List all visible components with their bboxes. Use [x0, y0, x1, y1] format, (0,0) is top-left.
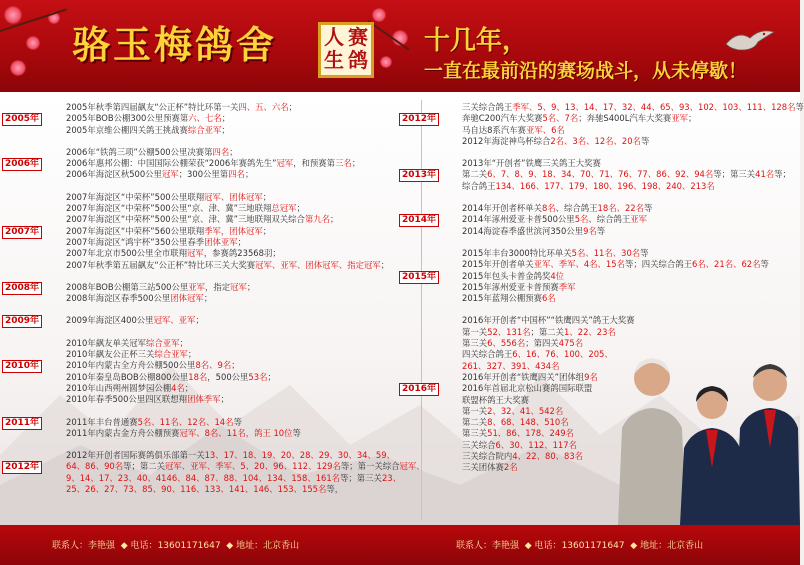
year-label: 2014年 [399, 214, 439, 227]
seal-char: 生 [324, 48, 344, 72]
record-text: 等 [760, 259, 769, 270]
highlight-result: 64、86、90名 [66, 461, 124, 472]
highlight-result: 总冠军 [271, 203, 297, 214]
highlight-result: 季军、5、9、13、14、17、32、44、65、93、102、103、111、128名 [512, 102, 796, 112]
record-line [424, 259, 784, 270]
highlight-result: 6、16、76、100、205、 [512, 349, 613, 360]
record-line [28, 473, 410, 484]
year-label: 2012年 [2, 461, 42, 474]
record-text: 等 [233, 416, 242, 427]
record-text: 2007年海淀区“鸿宇杯”350公里春季 [66, 236, 205, 247]
highlight-result: 5名、11名、12名、14名 [137, 416, 234, 427]
record-text: ； [237, 236, 246, 247]
record-line [28, 113, 410, 124]
record-text: ；奔驰S400L汽车大奖赛 [578, 113, 672, 124]
year-section [5, 315, 410, 327]
year-label: 2013年 [399, 169, 439, 182]
highlight-result: 9名 [583, 225, 597, 236]
record-text: ； [262, 225, 272, 236]
record-text: 2010年飙友公正杯三关 [66, 349, 155, 360]
record-text: ，500公里 [207, 371, 249, 382]
record-text: 四关综合鸽王 [462, 349, 513, 360]
record-text: 2007年海淀区“中荣杯”500公里“京、津、冀”三地联翔双关综合 [66, 214, 305, 225]
year-section [402, 203, 784, 237]
record-line [424, 226, 784, 237]
record-line [28, 203, 410, 214]
record-text: 2016年开创者“中国杯”“铁鹰四关”鸽王大奖赛 [462, 315, 635, 326]
highlight-result: 亚军 [630, 214, 648, 225]
highlight-result: 综合亚军 [187, 124, 222, 135]
record-text: 2015年涿州爱亚卡普预赛 [462, 281, 559, 292]
record-text: 等； [774, 169, 791, 180]
record-line [424, 282, 784, 293]
record-text: ； [296, 203, 305, 214]
highlight-result: 475名 [558, 338, 584, 349]
highlight-result: 冠军 [161, 169, 179, 180]
record-line [28, 372, 410, 383]
record-text: ； [187, 349, 197, 360]
record-text: 2009年海淀区400公里 [66, 315, 154, 326]
year-section [5, 416, 410, 440]
record-text: 等 [596, 225, 606, 236]
plum-blossom-icon [372, 8, 386, 22]
record-text: 2011年内蒙古金方舟公棚预赛 [66, 427, 180, 438]
record-text: 等， [326, 484, 344, 495]
section-gap [28, 136, 410, 147]
record-line [28, 237, 410, 248]
record-text: ； [184, 382, 194, 393]
record-text: 2014海淀春季盛世滨河350公里 [462, 225, 584, 236]
record-text: 2006年海淀区秋500公里 [66, 169, 162, 180]
highlight-result: 9名 [584, 371, 598, 382]
highlight-result: 四名 [228, 169, 245, 180]
plum-blossom-icon [380, 56, 392, 68]
record-line [28, 282, 410, 293]
highlight-result: 5名、7名 [542, 113, 579, 124]
record-text: ，参赛鸽23568羽； [203, 248, 281, 259]
highlight-result: 综合亚军 [154, 349, 188, 360]
pigeon-icon [724, 26, 776, 56]
record-line [424, 181, 784, 192]
record-text: ，和预赛第 [293, 158, 336, 169]
record-text: 2007年海淀区“中荣杯”560公里联翔 [66, 225, 205, 236]
brand-title: 骆玉梅鸽舍 [72, 22, 278, 67]
year-section [402, 247, 784, 304]
record-text: 2010年山西朔州圆梦园公棚 [66, 382, 172, 393]
contact-name: 李艳强 [88, 541, 116, 551]
year-label: 2006年 [2, 158, 42, 171]
highlight-result: 6名 [541, 293, 556, 304]
record-text: 2016年首届北京松山赛鸽国际联盟 [462, 383, 593, 394]
record-line [28, 226, 410, 237]
highlight-result: 亚军 [671, 113, 688, 124]
year-label: 2007年 [2, 226, 42, 239]
record-text: ； [203, 293, 213, 304]
record-line [424, 169, 791, 180]
record-text: 马自达8系汽车赛 [462, 124, 526, 135]
record-text: 等；四关综合鸽王 [624, 259, 692, 270]
record-text: 2010年春季500公里四区联想翔 [66, 394, 188, 405]
record-line [424, 113, 784, 124]
record-line [424, 214, 784, 225]
record-text: 2010年内蒙古全方舟公棚500公里 [66, 360, 196, 371]
address-label: 地址： [236, 541, 264, 551]
record-text: 2016年开创者“铁鹰四关”团体组 [462, 371, 585, 382]
record-text: ； [330, 214, 339, 225]
record-text: 等；第一关综合 [340, 461, 400, 472]
record-line [28, 428, 410, 439]
record-line [28, 360, 410, 371]
record-text: 2007年北京市500公里全市联翔 [66, 248, 188, 259]
record-text: 第二关 [462, 417, 488, 428]
record-text: ； [229, 146, 238, 157]
year-section [5, 146, 410, 181]
highlight-result: 4名 [171, 382, 185, 393]
record-text: ；300公里第 [178, 169, 229, 180]
highlight-result: 41名 [755, 169, 775, 180]
record-line [28, 248, 410, 259]
highlight-result: 6、7、8、9、18、34、70、71、76、77、86、92、94名 [487, 169, 714, 180]
record-line [424, 125, 784, 136]
year-label: 2016年 [399, 383, 439, 396]
highlight-result: 8名 [541, 203, 556, 214]
record-text: ； [246, 281, 256, 292]
highlight-result: 8名、9名 [195, 360, 232, 371]
record-line [28, 293, 410, 304]
record-text: 第一关 [462, 326, 488, 337]
highlight-result: 53名 [248, 371, 268, 382]
record-text: 三关综合鸽王 [462, 102, 513, 112]
record-text: 三关综合院内 [462, 451, 513, 462]
highlight-result: 18名 [188, 371, 208, 382]
record-line [28, 484, 410, 495]
record-text: 第三关 [462, 338, 488, 349]
record-text: 等 [292, 427, 301, 438]
record-line [424, 136, 784, 147]
record-line [28, 125, 410, 136]
address-text: 北京香山 [263, 541, 300, 551]
year-section [5, 191, 410, 271]
people-photo [610, 318, 800, 525]
section-gap [28, 304, 410, 315]
record-text: 三关团体赛 [462, 462, 504, 473]
record-line [28, 102, 410, 113]
record-text: 2008年BOB公棚第三站500公里 [66, 281, 189, 292]
phone-label: 电话： [130, 541, 158, 551]
record-text: ； [221, 113, 231, 124]
record-text: 2014年开创者杯单关 [462, 203, 542, 214]
highlight-result: 冠军、8名、11名，鸽王 10位 [179, 427, 293, 438]
record-line [28, 158, 410, 169]
record-line [424, 248, 784, 259]
record-text: 2012年开创者国际赛鸽俱乐部第一关 [66, 450, 205, 461]
contact-name: 李艳强 [492, 541, 520, 551]
plum-blossom-icon [26, 36, 40, 50]
record-text: 2013年“开创者”铁鹰三关鸽王大奖赛 [462, 158, 601, 169]
record-line [28, 214, 410, 225]
record-line [28, 450, 410, 461]
year-label: 2012年 [399, 113, 439, 126]
section-gap [424, 192, 784, 203]
record-text: 2011年丰台普通赛 [66, 416, 138, 427]
year-label: 2008年 [2, 282, 42, 295]
record-text: 2005年秋季第四届飙友“公正杯”特比环第一关 [66, 102, 239, 112]
highlight-result: 亚军、6名 [525, 124, 565, 135]
highlight-result: 亚军 [188, 281, 205, 292]
highlight-result: 冠军 [187, 248, 204, 259]
year-label: 2010年 [2, 360, 42, 373]
contact-block-left: 联系人：李艳强 ◆ 电话：13601171647 ◆ 地址：北京香山 [52, 541, 300, 551]
highlight-result: 261、327、391、434名 [462, 360, 560, 371]
section-gap [424, 237, 784, 248]
address-label: 地址： [640, 541, 668, 551]
year-section [5, 102, 410, 136]
highlight-result: 4位 [550, 270, 565, 281]
record-text: 2012年海淀神鸟杯综合 [462, 135, 551, 146]
plum-blossom-icon [4, 6, 22, 24]
highlight-result: 52、131名 [487, 326, 531, 337]
highlight-result: 8、68、148、510名 [487, 417, 569, 428]
year-section [402, 158, 791, 192]
footer-banner [0, 525, 800, 565]
record-line [28, 315, 410, 326]
record-text: 联盟杯鸽王大奖赛 [462, 394, 529, 405]
highlight-result: 13、17、18、19、20、28、29、30、34、59、 [204, 450, 395, 461]
column-divider [421, 100, 422, 520]
highlight-result: 9、14、17、23、40、4146、84、87、88、104、134、158、161名 [66, 472, 341, 483]
section-gap [28, 271, 410, 282]
highlight-result: 团体冠军 [170, 293, 204, 304]
record-text: ； [351, 158, 361, 169]
record-line [424, 158, 784, 169]
record-text: 2005年BOB公棚300公里预赛第 [66, 113, 189, 124]
address-text: 北京香山 [667, 541, 704, 551]
record-text: 2007年海淀区“中荣杯”500公里联翔 [66, 191, 205, 202]
highlight-result: 三名 [335, 158, 352, 169]
record-text: 2006年惠邦公棚：中国国际公棚荣获“2006年赛鸽先生” [66, 158, 277, 169]
year-section [402, 102, 804, 147]
highlight-result: 冠军、亚军、团体冠军、指定冠军 [255, 259, 381, 270]
record-text: 等；第三关 [713, 169, 756, 180]
record-text: ； [221, 124, 230, 135]
highlight-result: 冠军、亚军 [153, 315, 196, 326]
highlight-result: 1、22、23名 [564, 326, 616, 337]
seal-logo [318, 22, 374, 78]
record-line [28, 349, 410, 360]
record-line [28, 192, 410, 203]
record-text: ； [179, 337, 188, 348]
highlight-result: 冠军 [276, 158, 294, 169]
highlight-result: 四、五、六名 [238, 102, 289, 112]
record-text: 2015年丰台3000特比环单关 [462, 247, 572, 258]
phone-label: 电话： [534, 541, 562, 551]
record-text: ； [195, 315, 204, 326]
record-line [28, 394, 410, 405]
record-text: 2015年开创者单关 [462, 259, 534, 270]
section-gap [424, 304, 784, 315]
year-section [5, 337, 410, 406]
highlight-result: 6、556名 [487, 338, 526, 349]
highlight-result: 6名、21名、62名 [691, 259, 761, 270]
highlight-result: 冠军、团体冠军 [204, 191, 263, 202]
record-text: 等 [795, 102, 804, 112]
record-line [424, 203, 784, 214]
highlight-result: 5名、11名、30名 [571, 247, 641, 258]
record-text: 2010年飙友单关冠军 [66, 337, 146, 348]
year-label: 2009年 [2, 315, 42, 328]
highlight-result: 第九名 [304, 214, 331, 225]
highlight-result: 冠军、 [399, 461, 425, 472]
record-text: ； [288, 102, 297, 112]
record-text: 2006年“铁鸽三项”公棚500公里决赛第 [66, 146, 213, 157]
header-banner [0, 0, 800, 92]
highlight-result: 51、86、178、249名 [487, 428, 574, 439]
record-text: 2007年海淀区“中荣杯”500公里“京、津、冀”三地联翔 [66, 203, 272, 214]
slogan-line-1: 十几年， [424, 26, 529, 56]
seal-char: 鸽 [348, 48, 368, 72]
record-text: 2007年秋季第五届飙友“公正杯”特比环三关大奖赛 [66, 259, 256, 270]
record-text: 2015年蓝翔公棚预赛 [462, 293, 542, 304]
year-label: 2011年 [2, 417, 42, 430]
slogan-line-2: 一直在最前沿的赛场战斗，从未停歇！ [424, 60, 748, 82]
record-text: 等 [640, 247, 649, 258]
record-line [28, 147, 410, 158]
record-line [424, 102, 804, 113]
highlight-result: 18名、22名 [597, 203, 644, 214]
highlight-result: 冠军 [230, 281, 247, 292]
record-text: 等 [640, 135, 650, 146]
seal-char: 赛 [348, 25, 368, 49]
record-text: ； [262, 191, 272, 202]
year-label: 2015年 [399, 271, 439, 284]
record-text: 第三关 [462, 428, 488, 439]
phone-number: 13601171647 [157, 541, 221, 551]
record-text: ； [220, 394, 229, 405]
year-section [5, 450, 425, 495]
record-text: 等；第二关 [123, 461, 165, 472]
record-text: ； [380, 259, 390, 270]
highlight-result: 5名 [574, 214, 589, 225]
record-text: ； [267, 371, 276, 382]
record-text: ； [244, 169, 254, 180]
record-text: ； [231, 360, 240, 371]
phone-number: 13601171647 [561, 541, 625, 551]
highlight-result: 23、 [381, 472, 401, 483]
record-text: 、综合鸽王 [555, 203, 598, 214]
record-text: 综合鸽王 [462, 180, 496, 191]
record-line [28, 417, 410, 428]
record-line [28, 461, 425, 472]
seal-char: 人 [324, 25, 344, 49]
record-line [28, 169, 410, 180]
record-text: 2014年涿州爱亚卡普500公里 [462, 214, 575, 225]
record-text: 第二关 [462, 169, 488, 180]
highlight-result: 6、30、112、117名 [495, 439, 577, 450]
year-label: 2005年 [2, 113, 42, 126]
record-text: 第一关 [462, 405, 488, 416]
highlight-result: 季军，团体冠军 [204, 225, 263, 236]
highlight-result: 综合亚军 [145, 337, 180, 348]
highlight-result: 四名 [212, 146, 230, 157]
highlight-result: 六、七名 [188, 113, 222, 124]
record-text: ，指定 [204, 281, 231, 292]
highlight-result: 团体亚军 [204, 236, 238, 247]
highlight-result: 2、32、41、542名 [487, 405, 564, 416]
highlight-result: 2名 [503, 462, 518, 473]
record-text: ； [687, 113, 697, 124]
highlight-result: 4、22、80、83名 [512, 451, 584, 462]
year-section [5, 281, 410, 305]
plum-blossom-icon [10, 60, 26, 76]
record-text: 2010年秦皇岛BOB公棚800公里 [66, 371, 189, 382]
highlight-result: 25、26、27、73、85、90、116、133、141、146、153、155名 [66, 484, 327, 495]
record-line [424, 271, 784, 282]
highlight-result: 亚军、季军、4名、15名 [533, 259, 625, 270]
record-line [28, 260, 410, 271]
section-gap [28, 406, 410, 417]
record-text: 2005年京维公棚四关鸽王挑战赛 [66, 124, 188, 135]
record-line [28, 383, 410, 394]
section-gap [424, 147, 784, 158]
highlight-result: 2名、3名、12名、20名 [550, 135, 641, 146]
highlight-result: 团体季军 [187, 394, 221, 405]
record-text: ；第四关 [525, 338, 559, 349]
highlight-result: 季军 [558, 281, 576, 292]
section-gap [28, 439, 410, 450]
record-text: 、综合鸽王 [588, 214, 631, 225]
record-text: 2015年包头卡普金鸽奖 [462, 270, 551, 281]
record-text: ；第二关 [530, 326, 565, 337]
record-text: 等；第三关 [340, 472, 382, 483]
record-text: 三关综合 [462, 439, 496, 450]
record-text: 等 [644, 203, 653, 214]
section-gap [28, 327, 410, 338]
highlight-result: 134、166、177、179、180、196、198、240、213名 [495, 180, 715, 191]
contact-block-right: 联系人：李艳强 ◆ 电话：13601171647 ◆ 地址：北京香山 [456, 541, 704, 551]
contact-label: 联系人： [456, 541, 493, 551]
record-line [424, 293, 784, 304]
highlight-result: 冠军、亚军、季军、5、20、96、112、129名 [164, 461, 341, 472]
record-text: 奔驰C200汽车大奖赛 [462, 113, 543, 124]
record-line [28, 338, 410, 349]
contact-label: 联系人： [52, 541, 89, 551]
section-gap [28, 181, 410, 192]
record-text: 2008年海淀区春季500公里 [66, 293, 171, 304]
